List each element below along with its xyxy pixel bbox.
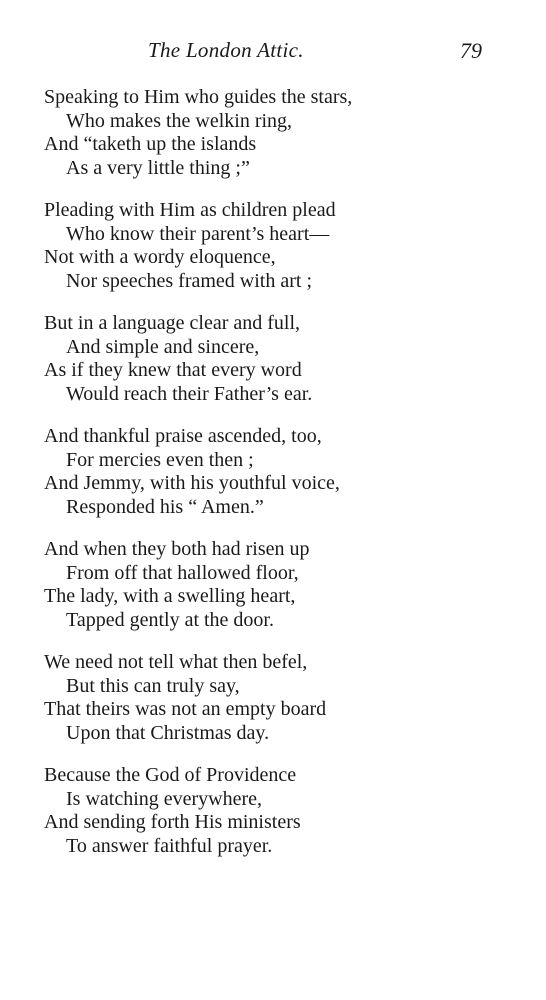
poem-line: But in a language clear and full,	[44, 312, 301, 334]
poem-line: Pleading with Him as children plead	[44, 199, 336, 221]
poem-line: Who know their parent’s heart—	[66, 222, 330, 245]
stanza-4	[44, 425, 524, 519]
running-head-title: The London Attic.	[148, 38, 304, 62]
poem-line: Who makes the welkin ring,	[66, 109, 293, 132]
stanza-7	[44, 764, 524, 858]
poem-body	[44, 86, 524, 877]
stanza-1	[44, 86, 524, 180]
poem-line: As a very little thing ;”	[66, 156, 250, 179]
poem-line: We need not tell what then befel,	[44, 651, 308, 673]
poem-line: Because the God of Providence	[44, 764, 297, 786]
poem-line: But this can truly say,	[66, 674, 240, 697]
running-head	[0, 38, 546, 68]
page-number: 79	[460, 38, 482, 63]
poem-line: For mercies even then ;	[66, 448, 254, 471]
poem-line: To answer faithful prayer.	[66, 834, 273, 857]
poem-line: And simple and sincere,	[66, 335, 260, 358]
poem-line: Nor speeches framed with art ;	[66, 269, 313, 292]
stanza-2	[44, 199, 524, 293]
poem-line: Would reach their Father’s ear.	[66, 382, 313, 405]
poem-line: That theirs was not an empty board	[44, 698, 327, 720]
poem-line: And “taketh up the islands	[44, 133, 257, 155]
poem-line: From off that hallowed floor,	[66, 561, 299, 584]
poem-line: And sending forth His ministers	[44, 811, 301, 833]
poem-line: As if they knew that every word	[44, 359, 302, 381]
poem-line: And Jemmy, with his youthful voice,	[44, 472, 340, 494]
poem-line: The lady, with a swelling heart,	[44, 585, 296, 607]
stanza-5	[44, 538, 524, 632]
poem-line: And thankful praise ascended, too,	[44, 425, 322, 447]
stanza-6	[44, 651, 524, 745]
stanza-3	[44, 312, 524, 406]
poem-line: Upon that Christmas day.	[66, 721, 270, 744]
poem-line: Tapped gently at the door.	[66, 608, 274, 631]
poem-line: And when they both had risen up	[44, 538, 310, 560]
poem-line: Responded his “ Amen.”	[66, 495, 264, 518]
poem-line: Is watching everywhere,	[66, 787, 263, 810]
poem-line: Not with a wordy eloquence,	[44, 246, 276, 268]
poem-line: Speaking to Him who guides the stars,	[44, 86, 353, 108]
